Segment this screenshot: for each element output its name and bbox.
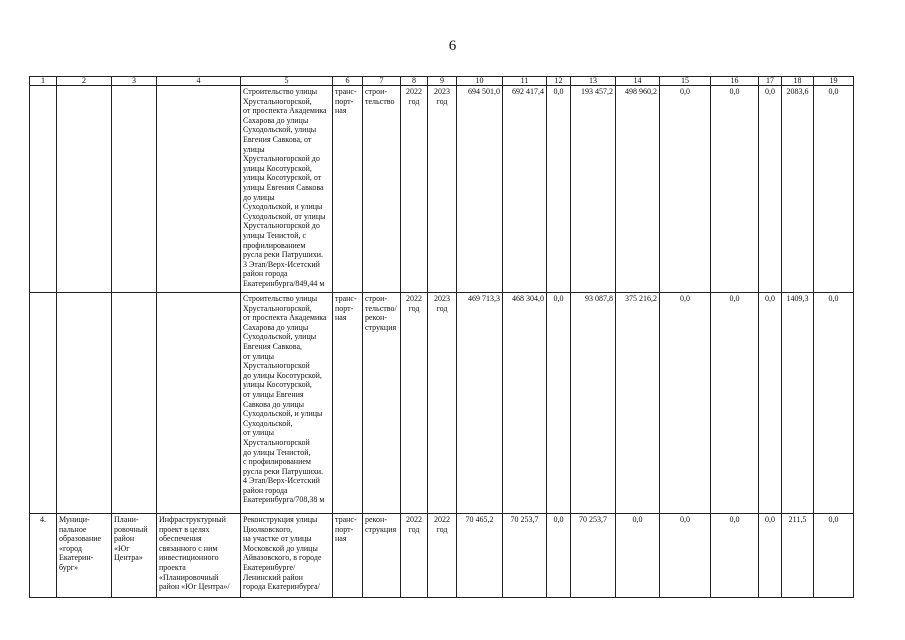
- cell-value: 0,0: [759, 86, 782, 293]
- cell-value: 0,0: [711, 86, 759, 293]
- cell-value: 211,5: [782, 514, 814, 598]
- cell-number: [30, 293, 57, 514]
- cell-value: 70 253,7: [503, 514, 547, 598]
- cell-value: 193 457,2: [571, 86, 616, 293]
- cell-project: [157, 293, 241, 514]
- header-cell: 17: [759, 77, 782, 86]
- cell-value: 0,0: [547, 293, 571, 514]
- cell-start-year: 2022 год: [401, 293, 428, 514]
- header-cell: 1: [30, 77, 57, 86]
- cell-value: 375 216,2: [616, 293, 660, 514]
- cell-end-year: 2022 год: [428, 514, 457, 598]
- cell-value: 0,0: [547, 86, 571, 293]
- cell-end-year: 2023 год: [428, 86, 457, 293]
- cell-work: строи- тельство: [363, 86, 401, 293]
- header-cell: 16: [711, 77, 759, 86]
- page-number: 6: [448, 38, 457, 54]
- cell-value: 0,0: [660, 86, 711, 293]
- header-cell: 14: [616, 77, 660, 86]
- cell-value: 0,0: [660, 293, 711, 514]
- cell-value: 70 253,7: [571, 514, 616, 598]
- cell-value: 469 713,3: [457, 293, 503, 514]
- header-cell: 9: [428, 77, 457, 86]
- cell-project: [157, 86, 241, 293]
- header-cell: 18: [782, 77, 814, 86]
- cell-type: транс- порт- ная: [333, 293, 363, 514]
- cell-district: [112, 293, 157, 514]
- cell-value: 0,0: [660, 514, 711, 598]
- header-cell: 8: [401, 77, 428, 86]
- header-cell: 2: [57, 77, 112, 86]
- cell-value: 2083,6: [782, 86, 814, 293]
- header-row: [30, 77, 854, 86]
- cell-value: 0,0: [814, 293, 854, 514]
- cell-value: 0,0: [711, 514, 759, 598]
- cell-value: 694 501,0: [457, 86, 503, 293]
- cell-value: 70 465,2: [457, 514, 503, 598]
- cell-project: Инфраструктурный проект в целях обеспечения связанного с ним инвестиционного проекта «Планировочный район «Юг Центра»/: [157, 514, 241, 598]
- cell-value: 1409,3: [782, 293, 814, 514]
- cell-value: 93 087,8: [571, 293, 616, 514]
- cell-start-year: 2022 год: [401, 514, 428, 598]
- header-cell: 19: [814, 77, 854, 86]
- cell-value: 0,0: [814, 86, 854, 293]
- cell-type: транс- порт- ная: [333, 514, 363, 598]
- table-row: [30, 514, 854, 598]
- table-row: [30, 293, 854, 514]
- cell-municipality: [57, 86, 112, 293]
- cell-municipality: Муници- пальное образование «город Екатерин- бург»: [57, 514, 112, 598]
- header-cell: 6: [333, 77, 363, 86]
- cell-work: рекон- струкция: [363, 514, 401, 598]
- header-cell: 4: [157, 77, 241, 86]
- table-row: [30, 86, 854, 293]
- cell-district: Плани- ровочный район «Юг Центра»: [112, 514, 157, 598]
- header-cell: 13: [571, 77, 616, 86]
- projects-table: [29, 76, 854, 598]
- cell-start-year: 2022 год: [401, 86, 428, 293]
- header-cell: 3: [112, 77, 157, 86]
- cell-value: 468 304,0: [503, 293, 547, 514]
- cell-end-year: 2023 год: [428, 293, 457, 514]
- cell-value: 692 417,4: [503, 86, 547, 293]
- header-cell: 15: [660, 77, 711, 86]
- cell-district: [112, 86, 157, 293]
- header-cell: 10: [457, 77, 503, 86]
- cell-value: 0,0: [711, 293, 759, 514]
- header-cell: 12: [547, 77, 571, 86]
- header-cell: 11: [503, 77, 547, 86]
- cell-object: Реконструкция улицы Циолковского, на участке от улицы Московской до улицы Айвазовского, в городе Екатеринбурге/ Ленинский район города Екатеринбурга/: [241, 514, 333, 598]
- cell-value: 0,0: [814, 514, 854, 598]
- cell-object: Строительство улицы Хрустальногорской, от проспекта Академика Сахарова до улицы Суходольской, улицы Евгения Савкова, от улицы Хрустальногорской до улицы Косотурской, улицы Косотурской, от улицы Евгения Савкова до улицы Суходольской, и улицы Суходольской, от улицы Хрустальногорской до улицы Тенистой, с профилированием русла реки Патрушихи. 4 Этап/Верх-Исетский район города Екатеринбурга/708,38 м: [241, 293, 333, 514]
- cell-number: [30, 86, 57, 293]
- header-cell: 7: [363, 77, 401, 86]
- cell-value: 0,0: [759, 293, 782, 514]
- cell-value: 498 960,2: [616, 86, 660, 293]
- cell-value: 0,0: [547, 514, 571, 598]
- cell-work: строи- тельство/ рекон- струкция: [363, 293, 401, 514]
- cell-value: 0,0: [759, 514, 782, 598]
- cell-number: 4.: [30, 514, 57, 598]
- cell-type: транс- порт- ная: [333, 86, 363, 293]
- cell-value: 0,0: [616, 514, 660, 598]
- header-cell: 5: [241, 77, 333, 86]
- cell-object: Строительство улицы Хрустальногорской, от проспекта Академика Сахарова до улицы Суходольской, улицы Евгения Савкова, от улицы Хрустальногорской до улицы Косотурской, улицы Косотурской, от улицы Евгения Савкова до улицы Суходольской, и улицы Суходольской, от улицы Хрустальногорской до улицы Тенистой, с профилированием русла реки Патрушихи. 3 Этап/Верх-Исетский район города Екатеринбурга/849,44 м: [241, 86, 333, 293]
- cell-municipality: [57, 293, 112, 514]
